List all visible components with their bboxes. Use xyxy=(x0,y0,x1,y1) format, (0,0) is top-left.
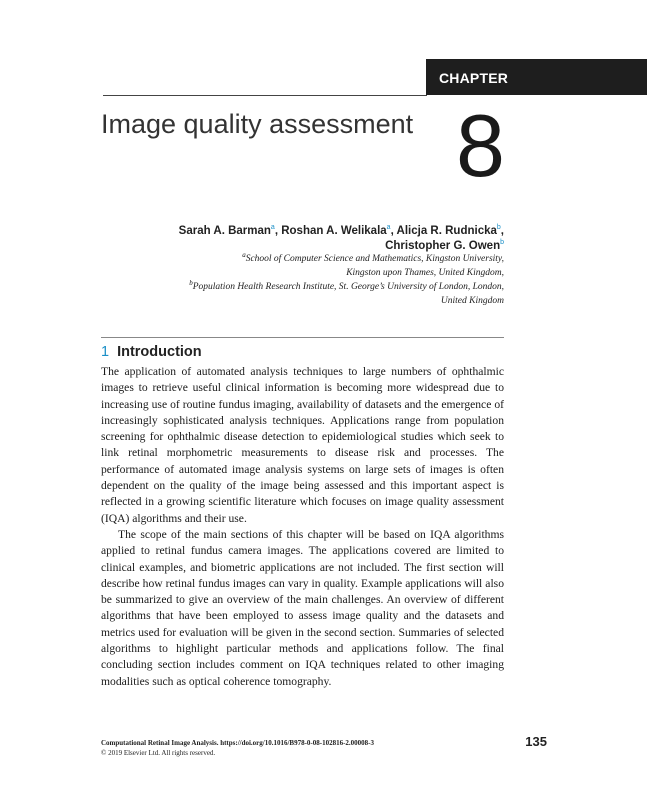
author-separator: , xyxy=(390,225,397,237)
affiliation-line: School of Computer Science and Mathematics, Kingston University, xyxy=(245,254,504,264)
affiliation xyxy=(100,280,504,308)
author-separator: , xyxy=(274,225,282,237)
affiliation xyxy=(100,252,504,280)
affiliation-line: United Kingdom xyxy=(440,296,504,306)
author-affiliation-mark: b xyxy=(496,224,501,231)
author-separator: , xyxy=(500,225,504,237)
chapter-number: 8 xyxy=(456,96,505,195)
chapter-label: CHAPTER xyxy=(439,70,509,86)
footer-citation xyxy=(101,738,501,758)
affiliations xyxy=(100,252,504,308)
author-list xyxy=(140,224,504,254)
author-name: Christopher G. Owen xyxy=(385,240,501,252)
affiliation-mark: a xyxy=(242,251,246,259)
paragraph: The scope of the main sections of this chapter will be based on IQA algorithms applied to retinal fundus camera images. The applications covered are limited to clinical examples, and biometric applications are not included. The first section will describe how retinal fundus images can vary in quality. Example applications will also be summarized to give an overview of the main challenges. An overview of different algorithms that have been employed to assess image quality and the datasets and metrics used for evaluation will be given in the second section. Summaries of selected algorithms to highlight particular methods and applications follow. The final concluding section includes comment on IQA techniques related to other imaging modalities such as optical coherence tomography. xyxy=(101,527,504,688)
section-title: Introduction xyxy=(117,344,202,360)
paragraph: The application of automated analysis techniques to large numbers of ophthalmic images to retrieve useful clinical information is becoming more widespread due to increasing use of routine fundus imaging, availability of datasets and the emergence of increasingly sophisticated analysis techniques. Applications range from population screening for ophthalmic disease detection to epidemiological studies which seek to link retinal morphometric measurements to disease risk and processes. The performance of automated image analysis systems on large sets of images is often dependent on the quality of the image being assessed and this important aspect is reflected in a growing scientific literature which focuses on image quality assessment (IQA) algorithms and their use. xyxy=(101,365,504,525)
author-affiliation-mark: a xyxy=(386,224,391,231)
author-affiliation-mark: b xyxy=(500,239,504,246)
author-name: Sarah A. Barman xyxy=(178,225,271,237)
author-name: Roshan A. Welikala xyxy=(281,225,387,237)
section-heading xyxy=(101,344,202,360)
affiliation-line: Population Health Research Institute, St. George’s University of London, London, xyxy=(192,282,504,292)
section-number: 1 xyxy=(101,344,110,360)
page-number: 135 xyxy=(525,734,547,749)
copyright-line: © 2019 Elsevier Ltd. All rights reserved. xyxy=(101,749,216,757)
section-rule xyxy=(101,337,504,338)
author-affiliation-mark: a xyxy=(270,224,275,231)
author-name: Alicja R. Rudnicka xyxy=(396,225,497,237)
body-text xyxy=(101,364,504,690)
affiliation-mark: b xyxy=(189,279,193,287)
citation-line: Computational Retinal Image Analysis. https://doi.org/10.1016/B978-0-08-102816-2.00008-3 xyxy=(101,739,375,747)
affiliation-line: Kingston upon Thames, United Kingdom, xyxy=(346,268,504,278)
title-rule xyxy=(103,95,427,96)
chapter-title: Image quality assessment xyxy=(101,109,414,139)
chapter-banner xyxy=(426,59,647,95)
